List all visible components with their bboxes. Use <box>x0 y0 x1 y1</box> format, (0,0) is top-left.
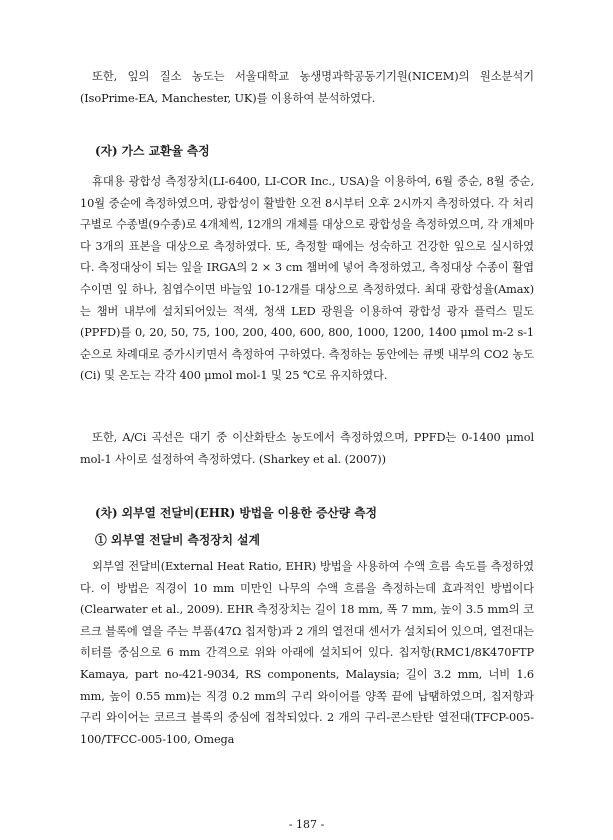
paragraph-ehr-method: 외부열 전달비(External Heat Ratio, EHR) 방법을 사용하여 수액 흐름 속도를 측정하였다. 이 방법은 직경이 10 mm 미만인 나무의 수액 흐름을 측정하는데 효과적인 방법이다(Clearwater et al., 2009). EHR 측정장치는 길이 18 mm, 폭 7 mm, 높이 3.5 mm의 코르크 블록에 열을 주는 부품(47Ω 칩저항)과 2 개의 열전대 센서가 설치되어 있으며, 열전대는 히터를 중심으로 6 mm 간격으로 위와 아래에 설치되어 있다. 칩저항(RMC1/8K470FTP Kamaya, part no-421-9034, RS components, Malaysia; 길이 3.2 mm, 너비 1.6 mm, 높이 0.55 mm)는 직경 0.2 mm의 구리 와이어를 양쪽 끝에 납땜하였으며, 칩저항과 구리 와이어는 코르크 블록의 중심에 접착되었다. 2 개의 구리-콘스탄탄 열전대(TFCP-005-100/TFCC-005-100, Omega <box>80 560 534 746</box>
subsection-heading-ehr-design: ① 외부열 전달비 측정장치 설계 <box>95 533 260 547</box>
paragraph-photosynthesis-measurement: 휴대용 광합성 측정장치(LI-6400, LI-COR Inc., USA)을 이용하여, 6월 중순, 8월 중순, 10월 중순에 측정하였으며, 광합성이 활발한 오전 8시부터 오후 2시까지 측정하였다. 각 처리구별로 수종별(9수종)로 4개체씩, 12개의 개체를 대상으로 광합성을 측정하였으며, 각 개체마다 3개의 표본을 대상으로 측정하였다. 또, 측정할 때에는 성숙하고 건강한 잎으로 실시하였다. 측정대상이 되는 잎을 IRGA의 2 × 3 cm 챔버에 넣어 측정하였고, 측정대상 수종이 활엽수이면 잎 하나, 침엽수이면 바늘잎 10-12개를 대상으로 측정하였다. 최대 광합성율(Amax)는 챔버 내부에 설치되어있는 적색, 청색 LED 광원을 이용하여 광합성 광자 플럭스 밀도(PPFD)를 0, 20, 50, 75, 100, 200, 400, 600, 800, 1000, 1200, 1400 μmol m-2 s-1 순으로 차례대로 증가시키면서 측정하여 구하였다. 측정하는 동안에는 큐벳 내부의 CO2 농도 (Ci) 및 온도는 각각 400 μmol mol-1 및 25 ℃로 유지하였다. <box>80 175 534 383</box>
section-heading-ehr: (차) 외부열 전달비(EHR) 방법을 이용한 증산량 측정 <box>95 506 378 520</box>
paragraph-nitrogen-analysis: 또한, 잎의 질소 농도는 서울대학교 농생명과학공동기기원(NICEM)의 원소분석기(IsoPrime-EA, Manchester, UK)를 이용하여 분석하였다. <box>80 70 534 105</box>
section-heading-gas-exchange: (자) 가스 교환율 측정 <box>95 144 210 158</box>
paragraph-aci-curve: 또한, A/Ci 곡선은 대기 중 이산화탄소 농도에서 측정하였으며, PPFD는 0-1400 μmol mol-1 사이로 설정하여 측정하였다. (Sharkey et al. (2007)) <box>80 431 534 466</box>
page-number: - 187 - <box>288 818 325 831</box>
